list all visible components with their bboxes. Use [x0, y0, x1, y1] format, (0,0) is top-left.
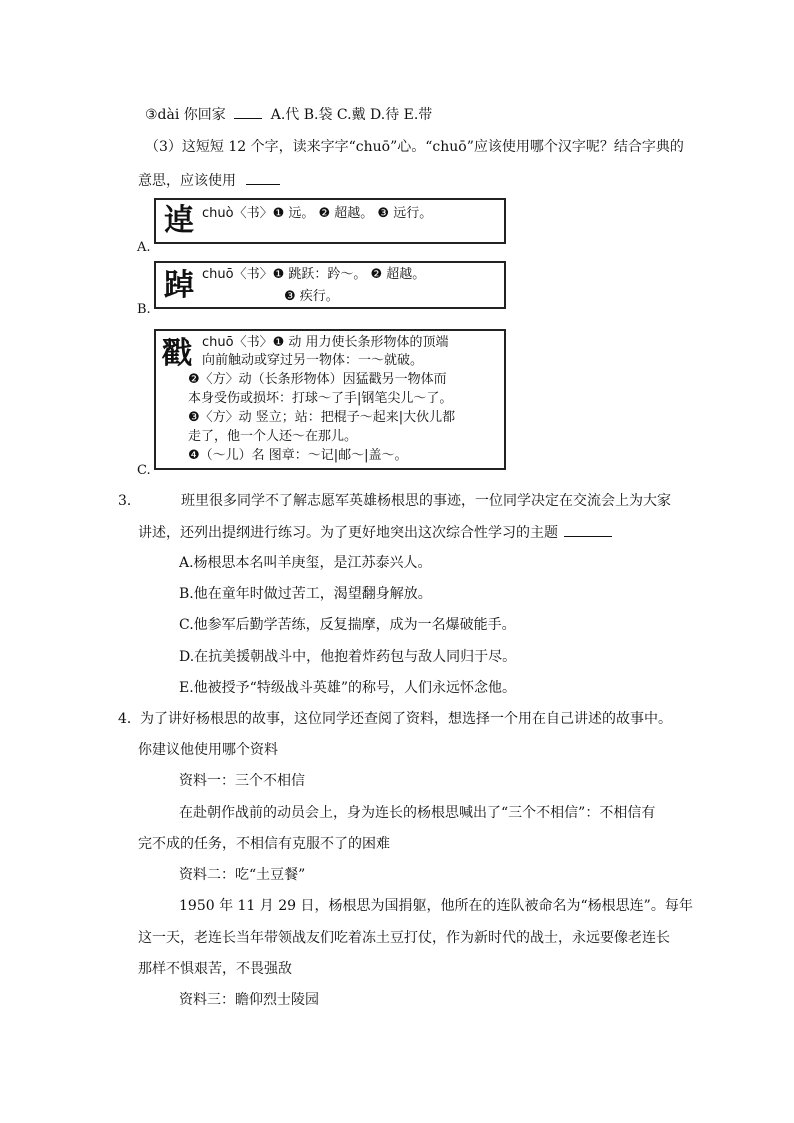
q2-item-3: [145, 104, 432, 125]
q3sub-line-2: [138, 170, 280, 191]
q4-line-1: 为了讲好杨根思的故事，这位同学还查阅了资料，想选择一个用在自己讲述的故事中。: [140, 711, 672, 727]
material-2-title: 资料二：吃“土豆餐”: [179, 867, 306, 883]
q3sub-prompt: 意思，应该使用: [138, 173, 236, 189]
q2-item-3-prompt: ③dài 你回家: [145, 107, 226, 123]
q3-option-d[interactable]: D.在抗美援朝战斗中，他抱着炸药包与敌人同归于尽。: [179, 649, 517, 665]
material-1-line-2: 完不成的任务，不相信有克服不了的困难: [138, 836, 390, 852]
q3sub-line-1: （3）这短短 12 个字，读来字字“chuō”心。“chuō”应该使用哪个汉字呢？结合字典的: [145, 139, 684, 155]
option-b-label[interactable]: B.: [137, 302, 151, 317]
material-2-line-3: 那样不惧艰苦，不畏强敌: [138, 961, 292, 977]
material-2-line-1: 1950 年 11 月 29 日，杨根思为国捐躯，他所在的连队被命名为“杨根思连”。每年: [179, 898, 693, 914]
material-1-title: 资料一：三个不相信: [179, 773, 305, 789]
dict-entry-c: [154, 329, 506, 470]
dict-entry-c-line-2: 向前触动或穿过另一物体：一～就破。: [202, 353, 424, 368]
q2-item-3-options: A.代 B.袋 C.戴 D.待 E.带: [270, 107, 433, 123]
material-3-title: 资料三：瞻仰烈士陵园: [179, 992, 319, 1008]
dict-entry-b-char: 踔: [164, 268, 194, 303]
dict-entry-c-line-4: 本身受伤或损坏：打球～了手|钢笔尖儿～了。: [188, 391, 453, 406]
dict-entry-b-line-1: chuō〈书〉❶ 跳跃：趻～。 ❷ 超越。: [202, 267, 426, 282]
q3-prompt: 讲述，还列出提纲进行练习。为了更好地突出这次综合性学习的主题: [138, 525, 558, 541]
answer-blank[interactable]: [234, 104, 262, 119]
q3-option-c[interactable]: C.他参军后勤学苦练，反复揣摩，成为一名爆破能手。: [179, 617, 516, 633]
option-c-label[interactable]: C.: [137, 463, 151, 478]
dict-entry-c-line-6: 走了，他一个人还～在那儿。: [188, 429, 358, 444]
material-1-line-1: 在赴朝作战前的动员会上，身为连长的杨根思喊出了“三个不相信”：不相信有: [179, 805, 656, 821]
q4-line-2: 你建议他使用哪个资料: [138, 742, 278, 758]
dict-entry-b: [154, 261, 506, 309]
answer-blank[interactable]: [564, 522, 612, 537]
q3-option-b[interactable]: B.他在童年时做过苦工，渴望翻身解放。: [179, 586, 432, 602]
q3-option-e[interactable]: E.他被授予“特级战斗英雄”的称号，人们永远怀念他。: [179, 680, 516, 696]
dict-entry-c-line-7: ❹（～儿）名 图章：～记|邮～|盖～。: [188, 448, 408, 463]
dict-entry-a: [154, 198, 506, 244]
q3-option-a[interactable]: A.杨根思本名叫羊庚玺，是江苏泰兴人。: [179, 555, 432, 571]
option-a-label[interactable]: A.: [137, 240, 151, 255]
q3-number: 3．: [118, 493, 141, 509]
dict-entry-a-char: 逴: [164, 203, 194, 238]
answer-blank[interactable]: [246, 170, 280, 185]
q4-number: 4．: [118, 711, 141, 727]
material-2-line-2: 这一天，老连长当年带领战友们吃着冻土豆打仗，作为新时代的战士，永远要像老连长: [138, 930, 670, 946]
dict-entry-c-line-1: chuō〈书〉❶ 动 用力使长条形物体的顶端: [202, 335, 449, 350]
q3-line-2: [138, 522, 612, 543]
dict-entry-c-char: 戳: [162, 336, 192, 371]
dict-entry-c-line-3: ❷〈方〉动（长条形物体）因猛戳另一物体而: [188, 372, 447, 387]
dict-entry-a-text: chuò〈书〉❶ 远。 ❷ 超越。 ❸ 远行。: [202, 206, 433, 221]
dict-entry-b-line-2: ❸ 疾行。: [284, 289, 339, 304]
q3-line-1: 班里很多同学不了解志愿军英雄杨根思的事迹，一位同学决定在交流会上为大家: [181, 493, 671, 509]
dict-entry-c-line-5: ❸〈方〉动 竖立；站：把棍子～起来|大伙儿都: [188, 410, 456, 425]
